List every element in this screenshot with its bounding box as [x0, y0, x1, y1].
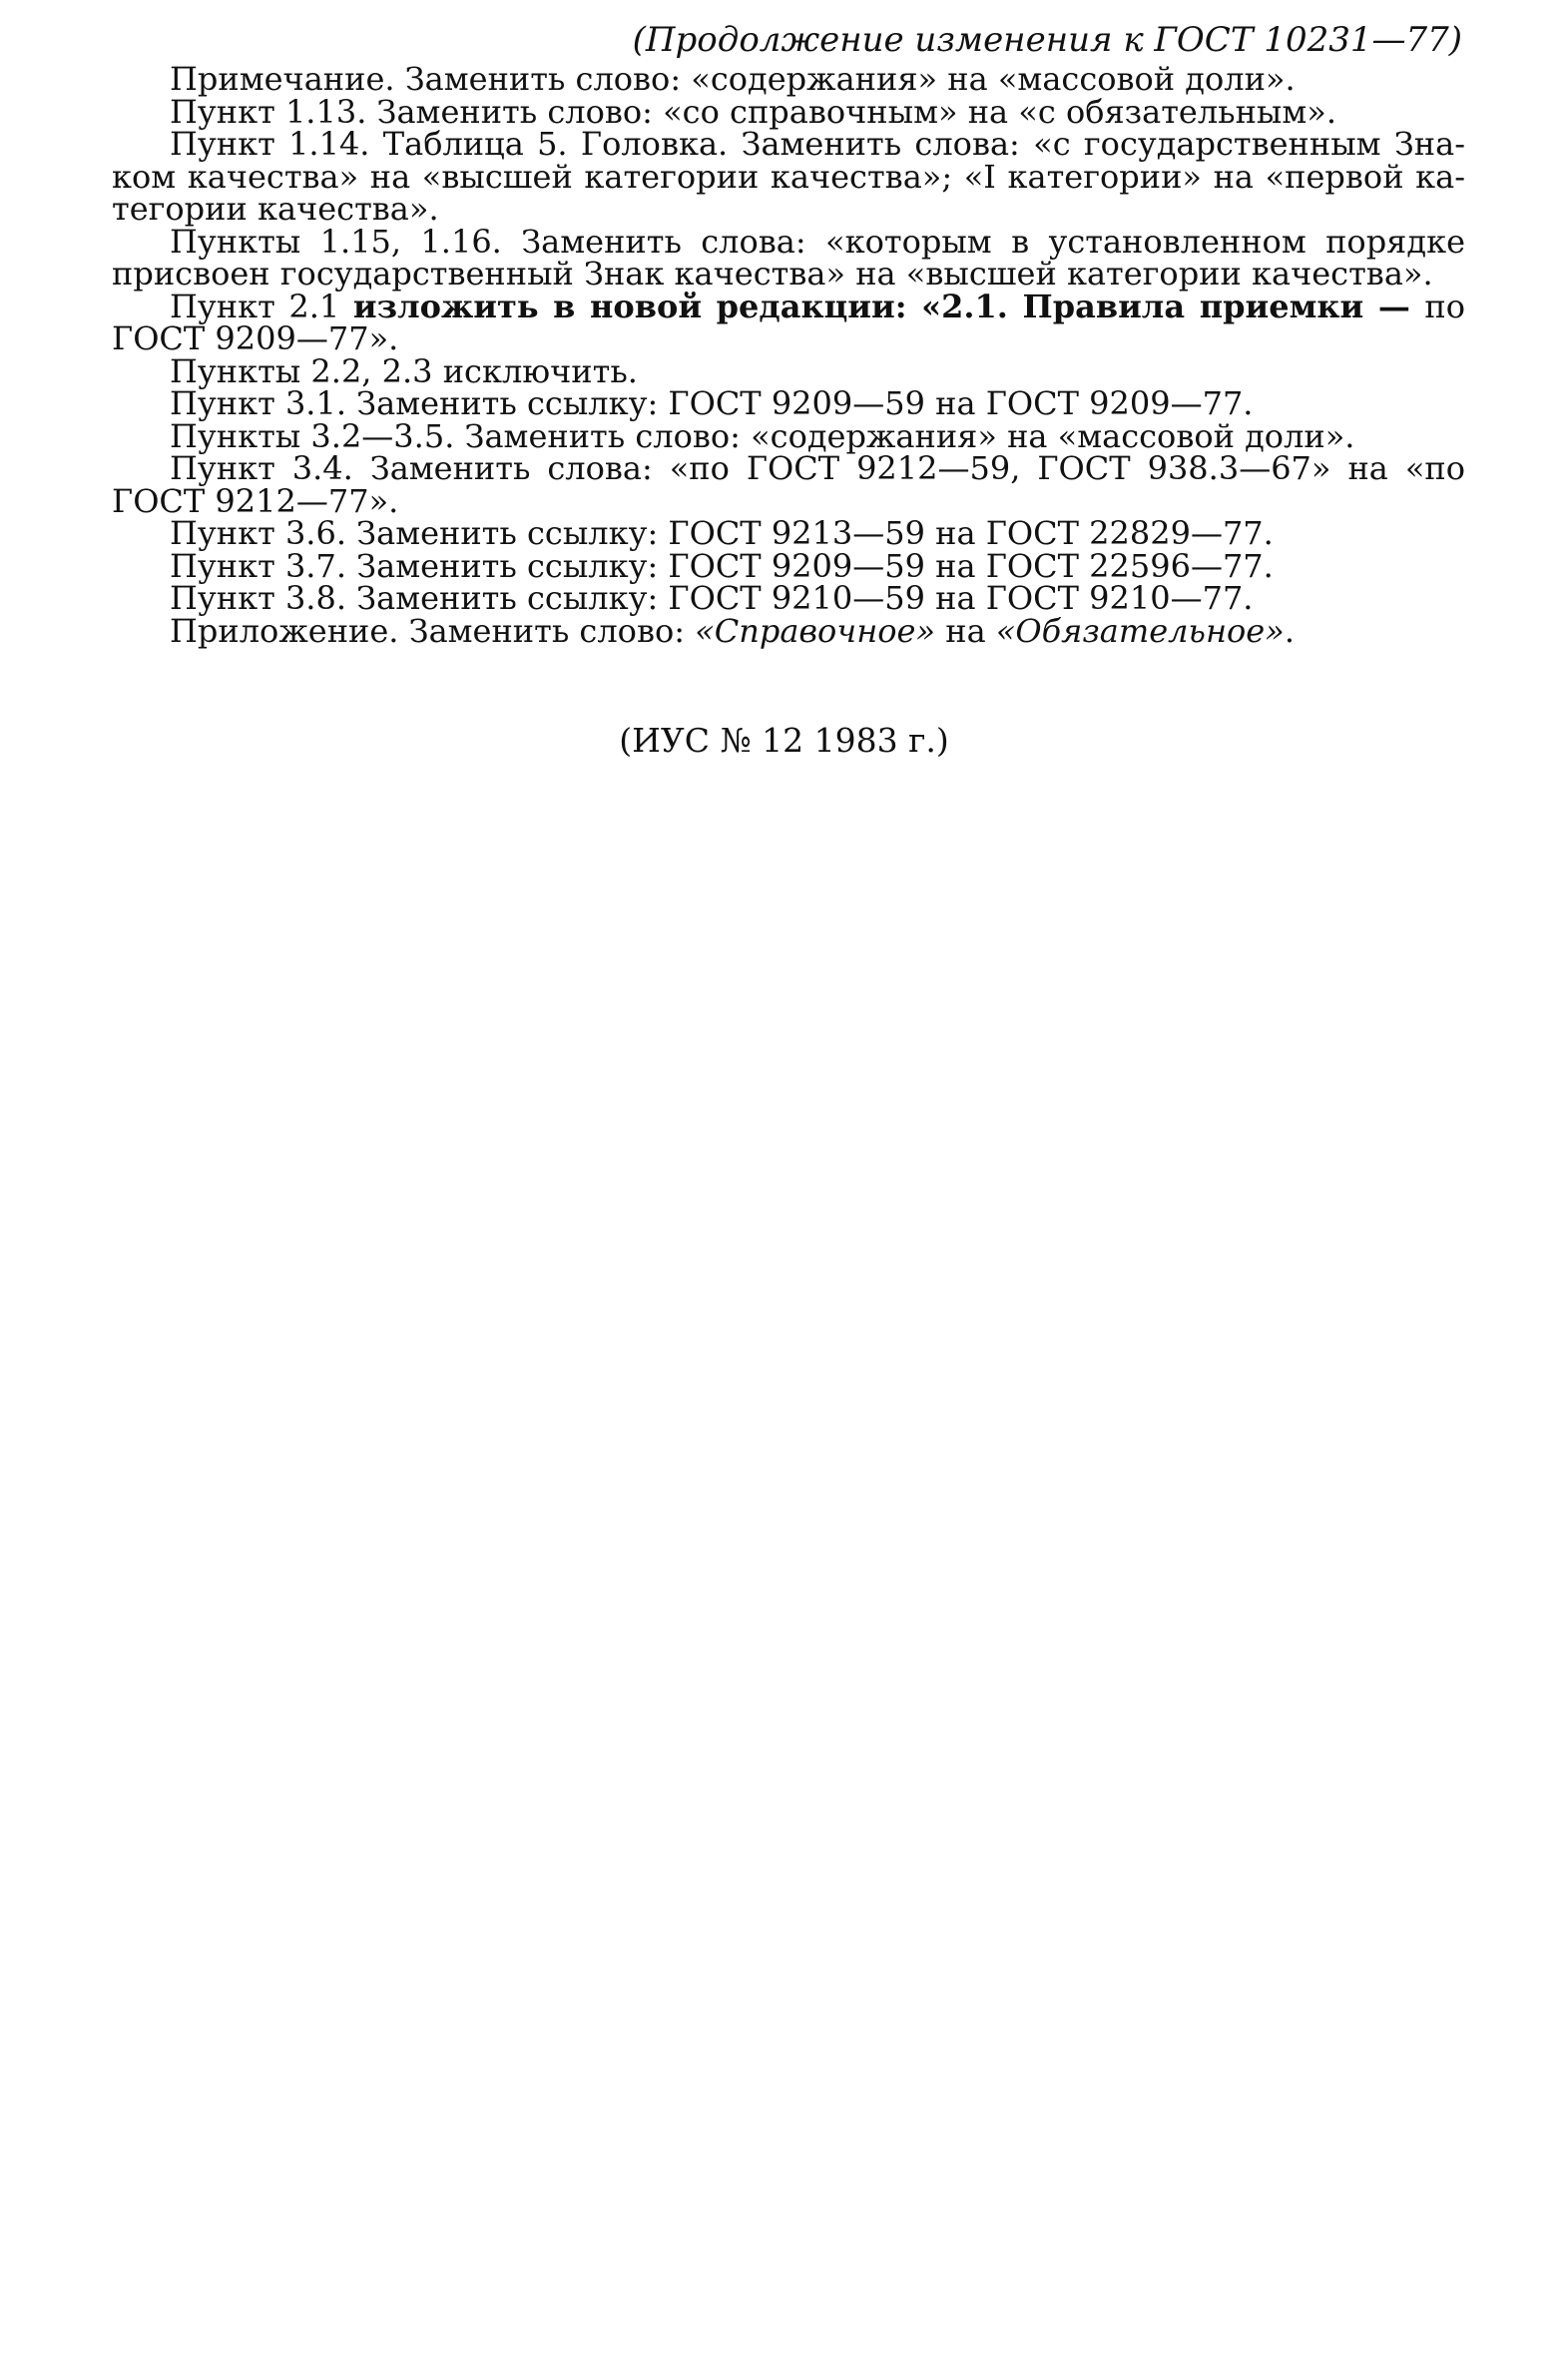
paragraph-3-1: Пункт 3.1. Заменить ссылку: ГОСТ 9209—59 на ГОСТ 9209—77. [170, 384, 1254, 422]
paragraph-3-6: Пункт 3.6. Заменить ссылку: ГОСТ 9213—59 на ГОСТ 22829—77. [170, 514, 1274, 552]
appendix-old-word: «Справочное» [695, 611, 936, 650]
appendix-end: . [1284, 611, 1295, 650]
paragraph-2-1-end: по ГОСТ 9209—77». [112, 287, 1466, 357]
paragraph-3-2-3-5: Пункты 3.2—3.5. Заменить слово: «содержания» на «массовой доли». [170, 416, 1355, 455]
paragraph-2-2-2-3: Пункты 2.2, 2.3 исключить. [170, 351, 638, 390]
appendix-new-word: «Обязательное» [995, 611, 1285, 650]
paragraph-2-1-start: Пункт 2.1 [170, 287, 353, 325]
publication-reference: (ИУС № 12 1983 г.) [619, 721, 949, 760]
paragraph-1-15-1-16: Пункты 1.15, 1.16. Заменить слова: «которым в установленном порядке присвоен государственный Знак качества» на «высшей категории качества». [112, 222, 1465, 293]
document-body [112, 60, 1466, 650]
paragraph-2-1 [112, 287, 1466, 357]
paragraph-2-1-bold: изложить в новой редакции: «2.1. Правила приемки — [352, 287, 1425, 325]
appendix-start: Приложение. Заменить слово: [170, 611, 696, 650]
paragraph-1-13: Пункт 1.13. Заменить слово: «со справочным» на «с обязательным». [170, 92, 1337, 131]
paragraph-appendix [112, 611, 1465, 650]
paragraph-3-8: Пункт 3.8. Заменить ссылку: ГОСТ 9210—59 на ГОСТ 9210—77. [170, 579, 1254, 617]
appendix-mid: на [935, 611, 996, 650]
paragraph-1-14: Пункт 1.14. Таблица 5. Головка. Заменить слова: «с государственным Знаком качества» на «высшей категории качества»; «I категории» на «первой категории качества». [112, 125, 1465, 228]
paragraph-3-4: Пункт 3.4. Заменить слова: «по ГОСТ 9212—59, ГОСТ 938.3—67» на «по ГОСТ 9212—77». [112, 449, 1465, 520]
continuation-header: (Продолжение изменения к ГОСТ 10231—77) [632, 20, 1462, 60]
paragraph-3-7: Пункт 3.7. Заменить ссылку: ГОСТ 9209—59 на ГОСТ 22596—77. [170, 546, 1274, 585]
paragraph-note: Примечание. Заменить слово: «содержания» на «массовой доли». [170, 60, 1296, 98]
